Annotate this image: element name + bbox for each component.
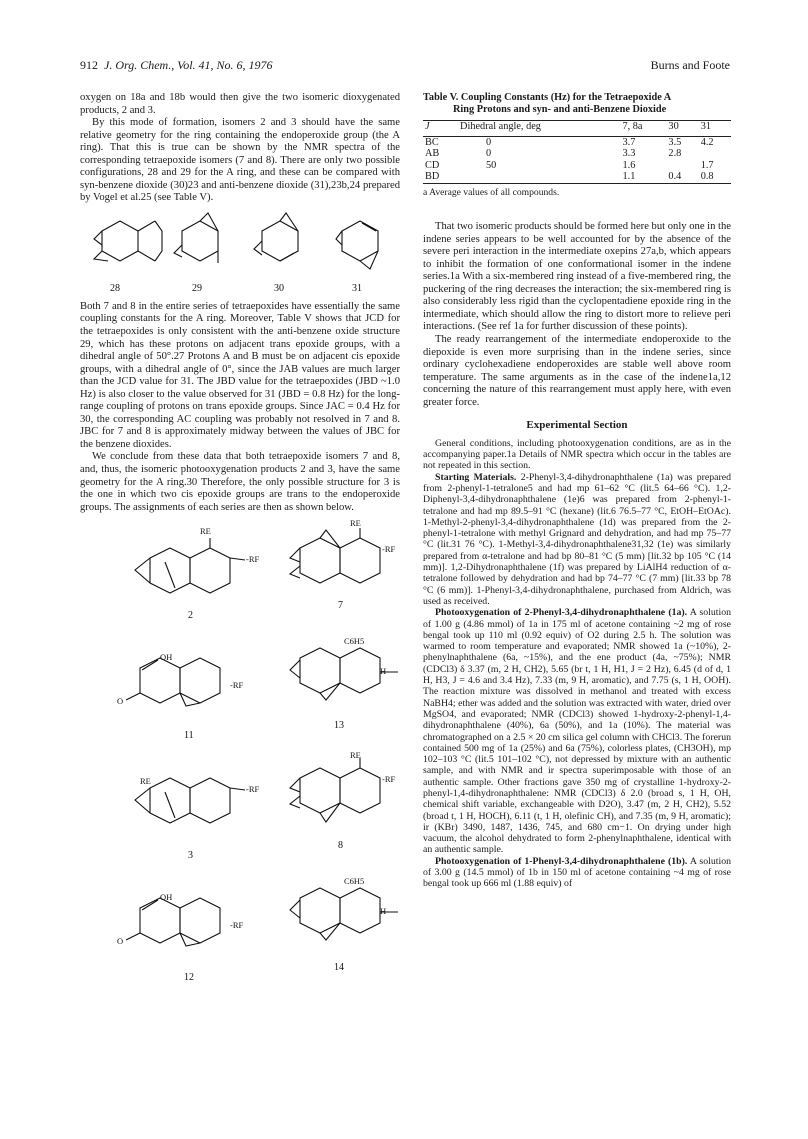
table-header: Dihedral angle, deg — [460, 121, 541, 132]
structure-30 — [254, 213, 298, 261]
structures-28-31 — [80, 209, 400, 295]
paragraph: By this mode of formation, isomers 2 and 3 should have the same relative geometry for the ring containing the endoperoxide group (the A ring). That this is true can be shown by the NMR spectra of the corresponding tetraepoxide isomers (7 and 8). There are only two possible configurations, 28 and 29 for the A ring, and these can be compared with syn-benzene dioxide (30)23 and anti-benzene dioxide (31),23b,24 prepared by Vogel et al.25 (see Table V). — [80, 117, 400, 204]
paragraph-text: 2-Phenyl-3,4-dihydronaphthalene (1a) was prepared from 2-phenyl-1-tetralone5 and had mp 61–62 °C (lit.5 64–66 °C). 1,2-Diphenyl-3,4-dihydronaphthalene (1e)6 was prepared from 2-phenyl-1-tetralone and had mp 89.5–91 °C (hexane) (lit.6 76.5–77 °C, EtOH–EtOAc). 1-Methyl-2-phenyl-3,4-dihydronaphthalene (1d) was prepared from the 2-phenyl-1-tetralone with methyl Grignard and dehydration, and had mp 75–77 °C (lit.31 76 °C). 1-Methyl-3,4-dihydronaphthalene31,32 (1e) was similarly prepared from α-tetralone and had bp 80–81 °C (5 mm) [lit.32 bp 105 °C (14 mm)]. 1,2-Dihydronaphthalene (1f) was prepared by LiAlH4 reduction of α-tetralone followed by dehydration and had bp 74–77 °C (7 mm) [lit.33 bp 78 °C (6 mm)]. 1-Phenyl-3,4-dihydronaphthalene, purchased from Aldrich, was used as received. — [423, 471, 731, 607]
structure-11 — [126, 658, 220, 706]
page-number-journal — [80, 58, 273, 73]
atom-label: C6H5 — [344, 636, 365, 647]
compound-label: 14 — [334, 962, 344, 974]
section-title: Experimental Section — [526, 419, 628, 432]
structure-12 — [126, 898, 220, 946]
table-header: J — [425, 121, 430, 132]
table-row: BD 1.1 0.4 0.8 — [423, 171, 731, 183]
table-header: 30 — [668, 121, 679, 132]
table-row: CD 50 1.6 1.7 — [425, 159, 714, 171]
atom-label: -RF — [230, 920, 244, 931]
atom-label: -RF — [246, 784, 260, 795]
compound-label: 13 — [334, 720, 344, 732]
structure-2 — [135, 538, 245, 593]
atom-label: H — [380, 666, 387, 677]
atom-label: O — [117, 936, 124, 947]
run-in-heading: Photooxygenation of 2-Phenyl-3,4-dihydronaphthalene (1a). — [435, 607, 688, 619]
left-column — [80, 92, 400, 1004]
atom-label: -RF — [382, 774, 396, 785]
table-header: 31 — [700, 121, 711, 132]
atom-label: C6H5 — [344, 876, 365, 887]
atom-label: RE — [140, 776, 151, 787]
table-row: BC 0 3.7 3.5 4.2 — [425, 136, 714, 148]
running-authors: Burns and Foote — [650, 58, 730, 72]
table-title-line2: Ring Protons and syn- and anti-Benzene Dioxide — [453, 104, 667, 115]
compound-label: 3 — [188, 850, 193, 862]
table-footnote: a Average values of all compounds. — [423, 186, 560, 198]
paragraph: That two isomeric products should be formed here but only one in the indene series appears to be well accounted for by the absence of the severe peri interaction in the intermediate oxepins 27a,b, which appears to inhibit the formation of one conformational isomer in the indene series.1a With a six-membered ring instead of a five-membered ring, the puckering of the ring decreases the interaction; the six-membered ring is also considerably less rigid than the cyclopentadiene epoxide ring in the intermediate, which should allow the ring to distort more to relieve peri interactions. (See ref 1a for further discussion of these points). — [423, 221, 731, 333]
compound-label: 11 — [184, 730, 194, 742]
structure-28 — [94, 221, 162, 261]
structure-7 — [290, 528, 380, 583]
paragraph — [423, 856, 731, 890]
structure-31 — [336, 221, 378, 269]
atom-label: OH — [160, 652, 173, 663]
paragraph: General conditions, including photooxygenation conditions, are as in the accompanying paper.1a Details of NMR spectra which occur in the tables are not repeated in this section. — [423, 437, 731, 472]
structure-8 — [290, 758, 380, 822]
coupling-constants-table — [423, 120, 731, 184]
table-title — [423, 92, 731, 116]
structure-3 — [135, 778, 245, 823]
table-header: 7, 8a — [622, 121, 643, 132]
structure-label: 30 — [274, 282, 284, 294]
atom-label: OH — [160, 892, 173, 903]
compound-label: 2 — [188, 610, 193, 622]
paragraph: oxygen on 18a and 18b would then give the two isomeric dioxygenated products, 2 and 3. — [80, 92, 400, 116]
paragraph — [423, 607, 731, 856]
table-row: AB 0 3.3 2.8 — [425, 148, 682, 159]
atom-label: -RF — [230, 680, 244, 691]
paragraph-text: A solution of 3.00 g (14.5 mmol) of 1b in 150 ml of acetone containing ~4 mg of rose bengal took up 666 ml (1.88 equiv) of — [423, 855, 731, 890]
atom-label: RE — [350, 518, 361, 529]
atom-label: RE — [200, 526, 211, 537]
atom-label: O — [117, 696, 124, 707]
atom-label: -RF — [382, 544, 396, 555]
compound-label: 12 — [184, 972, 194, 984]
table-title-line1: Table V. Coupling Constants (Hz) for the Tetraepoxide A — [423, 92, 672, 103]
compound-label: 8 — [338, 840, 343, 852]
structure-label: 31 — [352, 282, 362, 294]
structure-label: 28 — [110, 282, 120, 294]
page-number: 912 — [80, 58, 98, 72]
paragraph — [423, 472, 731, 608]
paragraph: Both 7 and 8 in the entire series of tetraepoxides have essentially the same coupling constants for the A ring. Moreover, Table V shows that JCD for the tetraepoxides is only consistent with the anti-benzene oxide structure 29, which has these protons on adjacent trans epoxide groups, with a dihedral angle of 50°.27 Protons A and B must be on adjacent cis epoxide groups, with a dihedral angle of 0°, since the JAB values are much larger than the JCD value for 31. The JBD value for the tetraepoxides (JBD ~1.0 Hz) is also closer to the value observed for 31 (JBD = 0.8 Hz) for the long-range coupling of protons on trans epoxide groups. Since JAC = 0.4 Hz for 30, the corresponding AC coupling was probably not resolved in 7 and 8. JBC for 7 and 8 is approximately midway between the values of JBC for the benzene dioxides. — [80, 300, 400, 450]
paragraph: We conclude from these data that both tetraepoxide isomers 7 and 8, and, thus, the isomeric photooxygenation products 2 and 3, have the same geometry for the A ring.30 Therefore, the only possible structure for 3 is the one in which two cis epoxide groups are trans to the endoperoxide groups. The assignments of each series are then as shown below. — [80, 451, 400, 513]
journal-citation: J. Org. Chem., Vol. 41, No. 6, 1976 — [104, 58, 273, 72]
atom-label: H — [380, 906, 387, 917]
paragraph-text: A solution of 1.00 g (4.86 mmol) of 1a in 175 ml of acetone containing ~2 mg of rose bengal took up 110 ml (0.92 equiv) of O2 during 2.5 h. The solution was warmed to room temperature and evaporated; NMR showed 1a (~10%), 2-phenylnaphthalene (6a, ~15%), and the ene product (4a, ~75%); NMR (CDCl3) δ 3.37 (m, 2 H, CH2), 5.65 (br t, 1 H, H1, J = 2 Hz), 6.45 (d of d, 1 H, H3, J = 4.6 and 3.4 Hz), 7.33 (m, 9 H, aromatic), and 7.75 (s, 1 H, OOH). The reaction mixture was dissolved in methanol and treated with excess NaBH4; ether was added and the solution was extracted with water, dried over MgSO4, and evaporated; NMR (CDCl3) showed 1-hydroxy-2-phenyl-1,4-dihydronaphthalene (40%), 6a (50%), and 1a (10%). The material was chromatographed on a 2.5 × 20 cm silica gel column with CHCl3. The forerun contained 500 mg of 1a (25%) and 6a (75%), colorless plates, (CH3OH), mp 102–103 °C (lit.5 101–102 °C), not depressed by mixture with an authentic sample, and with NMR and ir spectra superimposable with those of an authentic sample. Other fractions gave 350 mg of crystalline 1-hydroxy-2-phenyl-1,4-dihydronaphthalene: NMR (CDCl3) δ 2.0 (broad s, 1 H, OH, chemical shift variable, exchangeable with D2O), 3.47 (m, 2 H, CH2), 5.52 (broad t, 1 H, HOCH), 6.11 (t, 1 H, olefinic CH), and 7.35 (m, 9 H, aromatic); ir (KBr) 3490, 1487, 1436, 745, and 680 cm−1. On drying under high vacuum, the alcohol dehydrated to form 2-phenylnaphthalene, identical with an authentic sample. — [423, 607, 731, 856]
atom-label: -RF — [246, 554, 260, 565]
atom-label: RE — [350, 750, 361, 761]
running-header — [80, 58, 730, 76]
run-in-heading: Starting Materials. — [435, 471, 517, 483]
structure-label: 29 — [192, 282, 202, 294]
right-column — [423, 92, 731, 890]
compound-label: 7 — [338, 600, 343, 612]
experimental-body — [423, 438, 731, 890]
run-in-heading: Photooxygenation of 1-Phenyl-3,4-dihydronaphthalene (1b). — [435, 855, 688, 867]
structures-2-14 — [80, 518, 400, 998]
paragraph: The ready rearrangement of the intermediate endoperoxide to the diepoxide is even more surprising than in the indene series, since ordinary cyclohexadiene endoperoxides are stable well above room temperature. The same arguments as in the case of the indene1a,12 concerning the nature of this rearrangement must apply here, with even greater force. — [423, 333, 731, 408]
structure-29 — [174, 213, 218, 263]
